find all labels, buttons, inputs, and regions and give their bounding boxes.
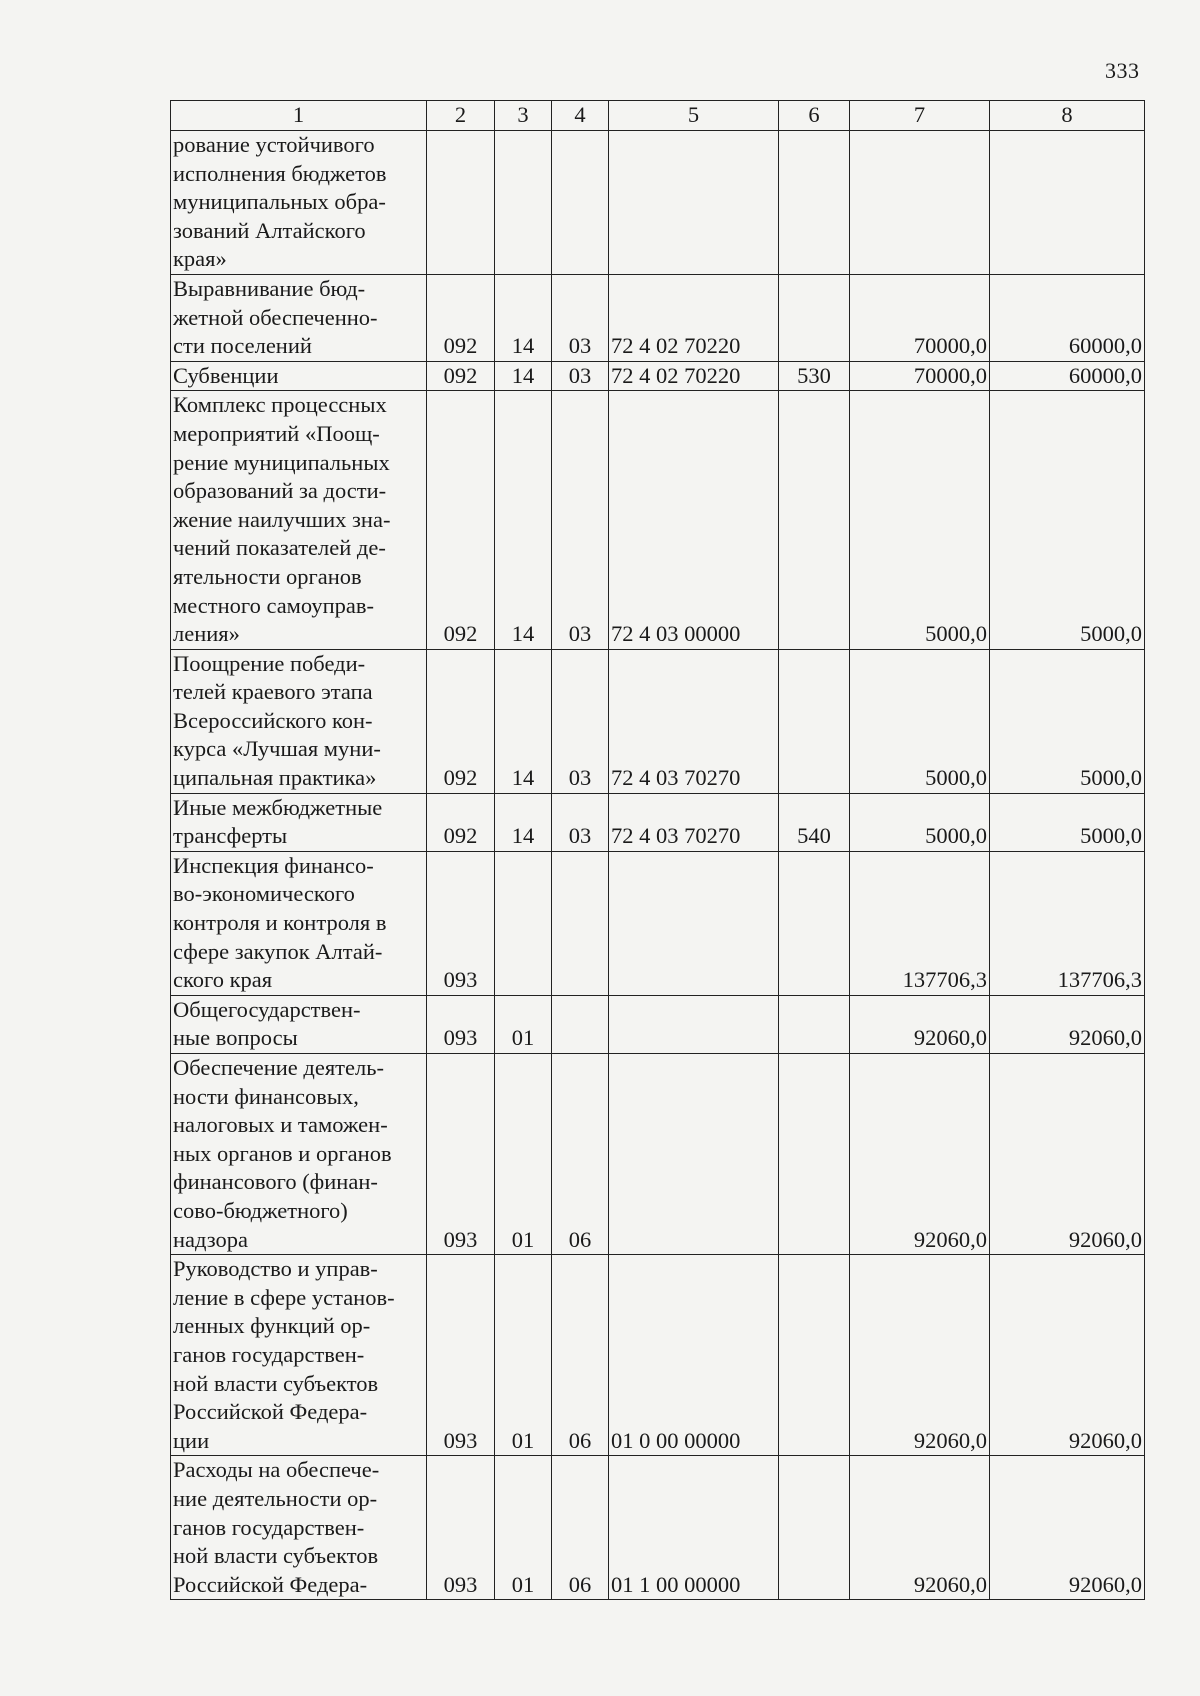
section-code-cell: 01 [495,1054,552,1255]
amount-col8-cell: 92060,0 [990,1054,1145,1255]
expense-name-cell [171,649,427,793]
subsection-code-cell: 03 [552,391,609,649]
expense-name-line: Всероссийского кон- [173,707,373,733]
expense-name-line: Комплекс процессных [173,392,387,418]
department-code-cell: 092 [427,274,495,361]
expense-name-line: муниципальных обра- [173,189,386,215]
expense-type-cell: 530 [779,361,850,391]
expense-name-line: мероприятий «Поощ- [173,420,380,446]
expense-name-cell [171,995,427,1053]
expense-name-line: края» [173,246,227,272]
expense-name-line: во-экономического [173,881,355,907]
expense-name-cell [171,391,427,649]
amount-col8-cell: 5000,0 [990,391,1145,649]
subsection-code-cell: 03 [552,793,609,851]
expense-name-line: жетной обеспеченно- [173,304,378,330]
expense-name-line: ятельности органов [173,563,362,589]
section-code-cell: 14 [495,649,552,793]
section-code-cell [495,131,552,275]
section-code-cell: 01 [495,1456,552,1600]
target-article-cell [609,1054,779,1255]
section-code-cell: 01 [495,995,552,1053]
target-article-cell: 01 0 00 00000 [609,1255,779,1456]
column-header-3: 3 [495,101,552,131]
section-code-cell: 14 [495,361,552,391]
expense-name-line: образований за дости- [173,478,387,504]
expense-name-cell [171,1456,427,1600]
expense-name-line: контроля и контроля в [173,910,387,936]
expense-name-line: ции [173,1427,210,1453]
expense-type-cell [779,391,850,649]
expense-name-line: исполнения бюджетов [173,160,387,186]
expense-name-cell [171,793,427,851]
expense-name-line: ганов государствен- [173,1341,365,1367]
department-code-cell: 092 [427,649,495,793]
expense-name-cell [171,131,427,275]
table-row [171,361,1145,391]
expense-name-line: надзора [173,1226,248,1252]
table-row [171,274,1145,361]
column-header-6: 6 [779,101,850,131]
expense-type-cell [779,851,850,995]
expense-name-line: Общегосударствен- [173,996,361,1022]
department-code-cell: 092 [427,793,495,851]
expense-name-cell [171,274,427,361]
department-code-cell: 093 [427,1255,495,1456]
section-code-cell: 14 [495,793,552,851]
amount-col7-cell: 137706,3 [850,851,990,995]
amount-col7-cell [850,131,990,275]
expense-name-line: ципальная практика» [173,765,377,791]
expense-name-line: сти поселений [173,333,312,359]
expense-name-line: ности финансовых, [173,1083,359,1109]
subsection-code-cell [552,995,609,1053]
expense-name-line: ных органов и органов [173,1140,392,1166]
amount-col7-cell: 5000,0 [850,649,990,793]
expense-name-line: курса «Лучшая муни- [173,736,381,762]
expense-name-line: местного самоуправ- [173,592,374,618]
target-article-cell: 72 4 03 00000 [609,391,779,649]
amount-col8-cell: 92060,0 [990,1456,1145,1600]
table-row [171,391,1145,649]
column-header-1: 1 [171,101,427,131]
budget-table [170,100,1145,1600]
target-article-cell: 72 4 03 70270 [609,649,779,793]
expense-type-cell [779,131,850,275]
expense-name-line: трансферты [173,823,288,849]
amount-col7-cell: 5000,0 [850,391,990,649]
table-row [171,851,1145,995]
department-code-cell: 093 [427,1054,495,1255]
expense-name-line: Российской Федера- [173,1399,368,1425]
target-article-cell: 72 4 02 70220 [609,274,779,361]
subsection-code-cell: 03 [552,361,609,391]
expense-name-line: Иные межбюджетные [173,794,383,820]
section-code-cell: 14 [495,391,552,649]
expense-name-line: Руководство и управ- [173,1256,378,1282]
amount-col8-cell: 137706,3 [990,851,1145,995]
target-article-cell: 01 1 00 00000 [609,1456,779,1600]
expense-name-line: Субвенции [173,362,279,388]
expense-name-line: Инспекция финансо- [173,852,374,878]
amount-col7-cell: 92060,0 [850,1054,990,1255]
expense-type-cell: 540 [779,793,850,851]
department-code-cell: 092 [427,391,495,649]
expense-name-line: ной власти субъектов [173,1370,379,1396]
expense-name-line: ленных функций ор- [173,1313,371,1339]
expense-name-line: Обеспечение деятель- [173,1055,384,1080]
department-code-cell: 092 [427,361,495,391]
column-header-7: 7 [850,101,990,131]
table-row [171,1054,1145,1255]
amount-col8-cell: 5000,0 [990,793,1145,851]
amount-col7-cell: 70000,0 [850,361,990,391]
expense-name-line: Российской Федера- [173,1571,368,1597]
column-header-5: 5 [609,101,779,131]
target-article-cell: 72 4 02 70220 [609,361,779,391]
expense-name-line: сфере закупок Алтай- [173,938,383,964]
table-row [171,995,1145,1053]
amount-col8-cell: 60000,0 [990,361,1145,391]
table-row [171,793,1145,851]
column-header-2: 2 [427,101,495,131]
expense-name-line: Поощрение победи- [173,650,366,676]
amount-col8-cell: 5000,0 [990,649,1145,793]
expense-name-line: ления» [173,621,240,647]
column-header-4: 4 [552,101,609,131]
expense-type-cell [779,1456,850,1600]
expense-type-cell [779,274,850,361]
expense-name-line: ние деятельности ор- [173,1485,378,1511]
amount-col7-cell: 92060,0 [850,1255,990,1456]
column-header-8: 8 [990,101,1145,131]
amount-col7-cell: 92060,0 [850,1456,990,1600]
department-code-cell: 093 [427,851,495,995]
expense-type-cell [779,995,850,1053]
expense-name-line: ганов государствен- [173,1514,365,1540]
table-row [171,131,1145,275]
amount-col8-cell [990,131,1145,275]
expense-name-line: телей краевого этапа [173,679,373,705]
amount-col8-cell: 60000,0 [990,274,1145,361]
expense-name-line: зований Алтайского [173,217,366,243]
expense-type-cell [779,649,850,793]
page-number: 333 [1105,58,1140,83]
expense-name-cell [171,1054,427,1255]
subsection-code-cell: 06 [552,1255,609,1456]
subsection-code-cell [552,851,609,995]
expense-name-line: рование устойчивого [173,132,375,157]
expense-name-line: Выравнивание бюд- [173,275,366,301]
target-article-cell [609,995,779,1053]
section-code-cell: 14 [495,274,552,361]
amount-col7-cell: 92060,0 [850,995,990,1053]
table-body [171,131,1145,1600]
subsection-code-cell: 06 [552,1456,609,1600]
header-row [171,101,1145,131]
expense-name-line: сово-бюджетного) [173,1197,348,1223]
subsection-code-cell: 03 [552,274,609,361]
amount-col8-cell: 92060,0 [990,995,1145,1053]
amount-col7-cell: 70000,0 [850,274,990,361]
expense-name-cell [171,361,427,391]
expense-name-line: рение муниципальных [173,449,390,475]
expense-name-line: Расходы на обеспече- [173,1457,380,1483]
expense-name-line: жение наилучших зна- [173,506,391,532]
expense-name-line: налоговых и таможен- [173,1112,388,1138]
expense-name-cell [171,1255,427,1456]
expense-name-cell [171,851,427,995]
subsection-code-cell: 03 [552,649,609,793]
department-code-cell [427,131,495,275]
department-code-cell: 093 [427,1456,495,1600]
expense-name-line: ные вопросы [173,1025,298,1051]
amount-col8-cell: 92060,0 [990,1255,1145,1456]
subsection-code-cell [552,131,609,275]
expense-name-line: финансового (финан- [173,1169,378,1195]
amount-col7-cell: 5000,0 [850,793,990,851]
section-code-cell: 01 [495,1255,552,1456]
expense-name-line: ского края [173,967,273,993]
expense-type-cell [779,1054,850,1255]
department-code-cell: 093 [427,995,495,1053]
target-article-cell [609,851,779,995]
expense-name-line: ной власти субъектов [173,1543,379,1569]
target-article-cell [609,131,779,275]
table-row [171,1255,1145,1456]
target-article-cell: 72 4 03 70270 [609,793,779,851]
expense-type-cell [779,1255,850,1456]
table-row [171,1456,1145,1600]
table-row [171,649,1145,793]
expense-name-line: чений показателей де- [173,535,386,561]
section-code-cell [495,851,552,995]
subsection-code-cell: 06 [552,1054,609,1255]
expense-name-line: ление в сфере установ- [173,1284,395,1310]
